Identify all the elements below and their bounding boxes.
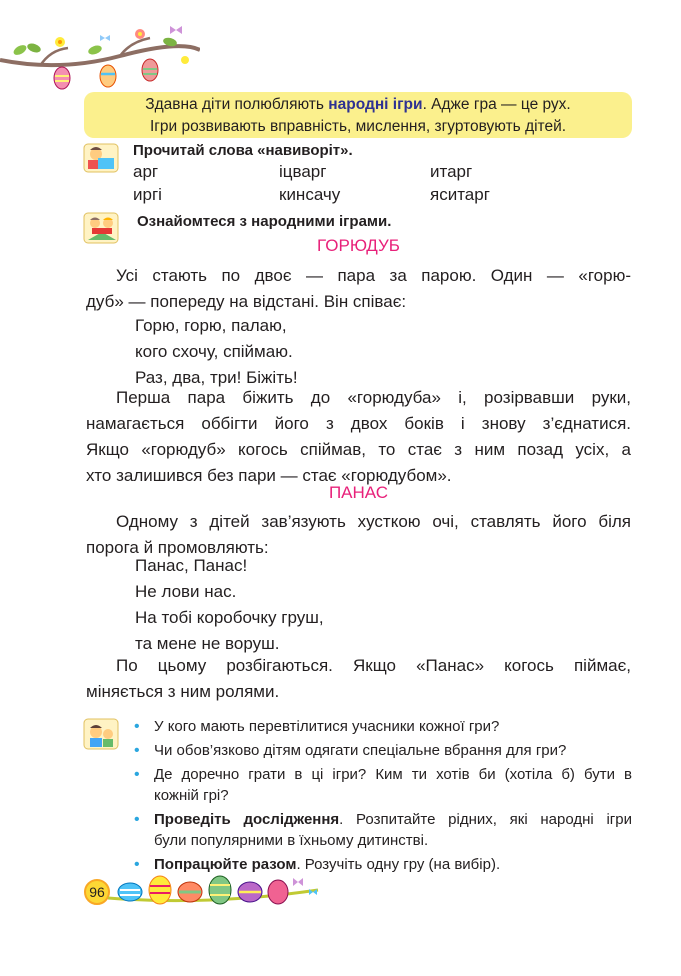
verse-line: Панас, Панас! <box>135 556 248 575</box>
branch-eggs-decoration <box>0 20 200 100</box>
question-text: Чи обов’язково дітям одягати спеціальне вбрання для гри? <box>154 742 567 759</box>
reading-child-icon <box>82 140 122 176</box>
text-line: Якщо «горюдуб» когось спіймав, то стає з ним позад усіх, а <box>86 440 631 459</box>
easter-eggs-decoration <box>108 868 328 912</box>
bullet-icon: • <box>134 718 140 735</box>
intro-keyword: народні ігри <box>328 96 423 113</box>
question-emphasis: Проведіть дослідження <box>154 811 340 828</box>
text-line: Усі стають по двоє — пара за парою. Один — «горю- <box>116 266 631 285</box>
intro-banner <box>84 92 632 138</box>
intro-text: Здавна діти полюбляють <box>145 96 329 113</box>
verse-line: На тобі коробочку груш, <box>135 608 324 627</box>
questions-list <box>130 716 632 878</box>
verse-line: та мене не воруш. <box>135 634 280 653</box>
game2-verse <box>135 553 324 657</box>
text-line: міняється з ним ролями. <box>86 682 280 701</box>
word-4: иргі <box>133 185 162 204</box>
intro-text: . Адже гра — це рух. <box>422 96 571 113</box>
children-questions-icon <box>82 716 122 752</box>
verse-line: Горю, горю, палаю, <box>135 316 287 335</box>
word-1: арг <box>133 162 159 181</box>
bullet-icon: • <box>134 856 140 873</box>
verse-line: кого схочу, спіймаю. <box>135 342 293 361</box>
game1-verse <box>135 313 298 391</box>
question-text: У кого мають перевтілитися учасники кожної гри? <box>154 718 500 735</box>
question-item <box>130 740 632 761</box>
game-title-panas: ПАНАС <box>328 483 389 502</box>
question-emphasis: Попрацюйте разом <box>154 856 297 873</box>
question-item <box>130 716 632 737</box>
game2-rules-paragraph <box>86 653 631 705</box>
text-line: Одному з дітей зав’язують хусткою очі, ставлять його біля <box>116 512 631 531</box>
verse-line: Не лови нас. <box>135 582 237 601</box>
word-6: яситарг <box>430 185 490 204</box>
word-3: итарг <box>430 162 473 181</box>
page-number: 96 <box>84 879 110 905</box>
question-text: були популярними в їхньому дитинстві. <box>154 832 429 849</box>
bullet-icon: • <box>134 766 140 783</box>
task-title: Ознайомтеся з народними іграми. <box>137 213 392 230</box>
text-line: По цьому розбігаються. Якщо «Панас» когось піймає, <box>116 656 631 675</box>
verse-line: Раз, два, три! Біжіть! <box>135 368 298 387</box>
question-text: . Розпитайте рідних, які народні ігри <box>339 811 632 828</box>
question-item <box>130 764 632 806</box>
word-2: іцварг <box>279 162 327 181</box>
bullet-icon: • <box>134 811 140 828</box>
text-line: дуб» — попереду на відстані. Він співає: <box>86 292 407 311</box>
text-line: порога й промовляють: <box>86 538 269 557</box>
text-line: намагається оббігти його з двох боків і знову з’єднатися. <box>86 414 631 433</box>
text-line: хто залишився без пари — стає «горюдубом». <box>86 466 452 485</box>
task-title: Прочитай слова «навиворіт». <box>133 142 353 159</box>
bullet-icon: • <box>134 742 140 759</box>
question-text: Де доречно грати в ці ігри? Ким ти хотів би (хотіла б) бути в <box>154 766 632 783</box>
game1-intro-paragraph <box>86 263 631 315</box>
game1-rules-paragraph <box>86 385 631 489</box>
question-item <box>130 809 632 851</box>
word-5: кинсачу <box>279 185 341 204</box>
game-title-goryudub: ГОРЮДУБ <box>317 236 400 255</box>
question-text: кожній грі? <box>154 787 229 804</box>
intro-text: Ігри розвивають вправність, мислення, згуртовують дітей. <box>149 118 567 135</box>
question-text: . Розучіть одну гру (на вибір). <box>296 856 501 873</box>
text-line: Перша пара біжить до «горюдуба» і, розірвавши руки, <box>116 388 631 407</box>
